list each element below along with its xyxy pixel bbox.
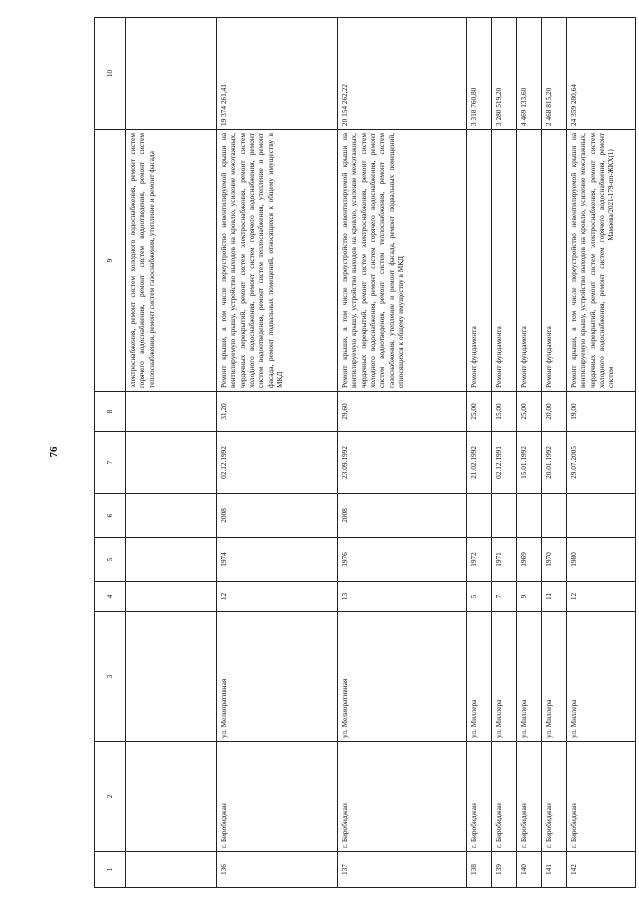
column-number-1: 1: [95, 852, 126, 888]
street: ул. Миллера: [542, 612, 567, 742]
year-last-repair: [467, 494, 492, 538]
year-built: 1971: [492, 538, 517, 582]
street: ул. Миллера: [492, 612, 517, 742]
house-number: 11: [542, 582, 567, 612]
page-number: 76: [48, 446, 60, 458]
city: г. Биробиджан: [217, 742, 338, 852]
document-reference: Мамаева/2021-179-пп-ЖКХ(1): [607, 149, 615, 241]
row-number: 137: [338, 852, 467, 888]
table-row: [338, 18, 467, 888]
table-row: [217, 18, 338, 888]
housing-repair-table: [94, 17, 636, 888]
column-number-4: 4: [95, 582, 126, 612]
column-number-2: 2: [95, 742, 126, 852]
column-number-9: 9: [95, 130, 126, 392]
city: г. Биробиджан: [517, 742, 542, 852]
row-number: 141: [542, 852, 567, 888]
date: 02.12.1991: [492, 432, 517, 494]
year-last-repair: [492, 494, 517, 538]
year-built: 1976: [338, 538, 467, 582]
year-built: 1980: [567, 538, 636, 582]
street: ул. Мелиоративная: [217, 612, 338, 742]
cost: 3 280 519,20: [492, 18, 517, 130]
work-description: Ремонт фундамента: [467, 130, 492, 392]
year-last-repair: 2008: [338, 494, 467, 538]
column-number-6: 6: [95, 494, 126, 538]
work-description: Ремонт крыши, в том числе переустройство невентилируемой крыши на вентилируемую крышу, устройство выходов на кровлю, усиление межэтажных, чердачных перекрытий, ремонт систем электроснабжения, ремонт систем холодного водоснабжения, ремонт систем горячего водоснабжения, ремонт систем: [567, 130, 636, 392]
street: ул. Миллера: [467, 612, 492, 742]
date: 21.02.1992: [467, 432, 492, 494]
column-number-5: 5: [95, 538, 126, 582]
date: 23.09.1992: [338, 432, 467, 494]
work-description: Ремонт крыши, в том числе переустройство невентилируемой крыши на вентилируемую крышу, устройство выходов на кровлю, усиление межэтажных, чердачных перекрытий, ремонт систем электроснабжения, ремонт систем холодного водоснабжения, ремонт систем горячего водоснабжения, ремонт систем водоотведения, ремонт систем теплоснабжения, ремонт систем газоснабжения, утепление и ремонт фасада, ремонт подвальных помещений, относящихся к общему имуществу в МКД: [338, 130, 467, 392]
date: 15.01.1992: [517, 432, 542, 494]
wear-percent: 25,00: [517, 392, 542, 432]
table-row: [492, 18, 517, 888]
work-description: Ремонт крыши, в том числе переустройство невентилируемой крыши на вентилируемую крышу, устройство выходов на кровлю, усиление межэтажных, чердачных перекрытий, ремонт систем электроснабжения, ремонт систем холодного водоснабжения, ремонт систем горячего водоснабжения, ремонт систем водоотведения, ремонт систем теплоснабжения, утепление и ремонт фасада, ремонт подвальных помещений, относящихся к общему имуществу в МКД: [217, 130, 338, 392]
wear-percent: 31,20: [217, 392, 338, 432]
row-number: 142: [567, 852, 636, 888]
cost: 3 318 760,80: [467, 18, 492, 130]
year-last-repair: [567, 494, 636, 538]
date: 02.12.1992: [217, 432, 338, 494]
column-number-8: 8: [95, 392, 126, 432]
house-number: 13: [338, 582, 467, 612]
column-number-3: 3: [95, 612, 126, 742]
year-last-repair: [542, 494, 567, 538]
work-description: Ремонт фундамента: [517, 130, 542, 392]
row-number: 138: [467, 852, 492, 888]
cost: 20 154 262,22: [338, 18, 467, 130]
table-row: [467, 18, 492, 888]
house-number: 12: [217, 582, 338, 612]
street: ул. Миллера: [517, 612, 542, 742]
cost: 19 374 261,41: [217, 18, 338, 130]
house-number: 9: [517, 582, 542, 612]
work-description: электроснабжения, ремонт систем холодного водоснабжения, ремонт систем горячего водоснабжения, ремонт систем водоотведения, ремонт систем теплоснабжения, ремонт систем газоснабжения, утепление и ремонт фасада: [126, 130, 217, 392]
city: г. Биробиджан: [542, 742, 567, 852]
street: ул. Миллера: [567, 612, 636, 742]
wear-percent: 15,00: [492, 392, 517, 432]
wear-percent: 20,00: [542, 392, 567, 432]
wear-percent: 19,00: [567, 392, 636, 432]
street: ул. Мелиоративная: [338, 612, 467, 742]
row-number: 139: [492, 852, 517, 888]
year-built: 1972: [467, 538, 492, 582]
year-built: 1970: [542, 538, 567, 582]
date: 29.07.2005: [567, 432, 636, 494]
wear-percent: 29,60: [338, 392, 467, 432]
year-last-repair: [517, 494, 542, 538]
city: г. Биробиджан: [467, 742, 492, 852]
continuation-row: [126, 18, 217, 888]
city: г. Биробиджан: [567, 742, 636, 852]
house-number: 5: [467, 582, 492, 612]
year-built: 1974: [217, 538, 338, 582]
column-number-7: 7: [95, 432, 126, 494]
table-row: [567, 18, 636, 888]
year-built: 1969: [517, 538, 542, 582]
table-row: [542, 18, 567, 888]
work-description: Ремонт фундамента: [542, 130, 567, 392]
house-number: 7: [492, 582, 517, 612]
column-number-10: 10: [95, 18, 126, 130]
row-number: 136: [217, 852, 338, 888]
row-number: 140: [517, 852, 542, 888]
date: 20.01.1992: [542, 432, 567, 494]
cost: 4 469 133,60: [517, 18, 542, 130]
work-description: Ремонт фундамента: [492, 130, 517, 392]
house-number: 12: [567, 582, 636, 612]
header-row: [95, 18, 126, 888]
table-row: [517, 18, 542, 888]
cost: 24 359 280,64: [567, 18, 636, 130]
year-last-repair: 2008: [217, 494, 338, 538]
city: г. Биробиджан: [492, 742, 517, 852]
cost: 2 468 815,20: [542, 18, 567, 130]
wear-percent: 25,00: [467, 392, 492, 432]
city: г. Биробиджан: [338, 742, 467, 852]
